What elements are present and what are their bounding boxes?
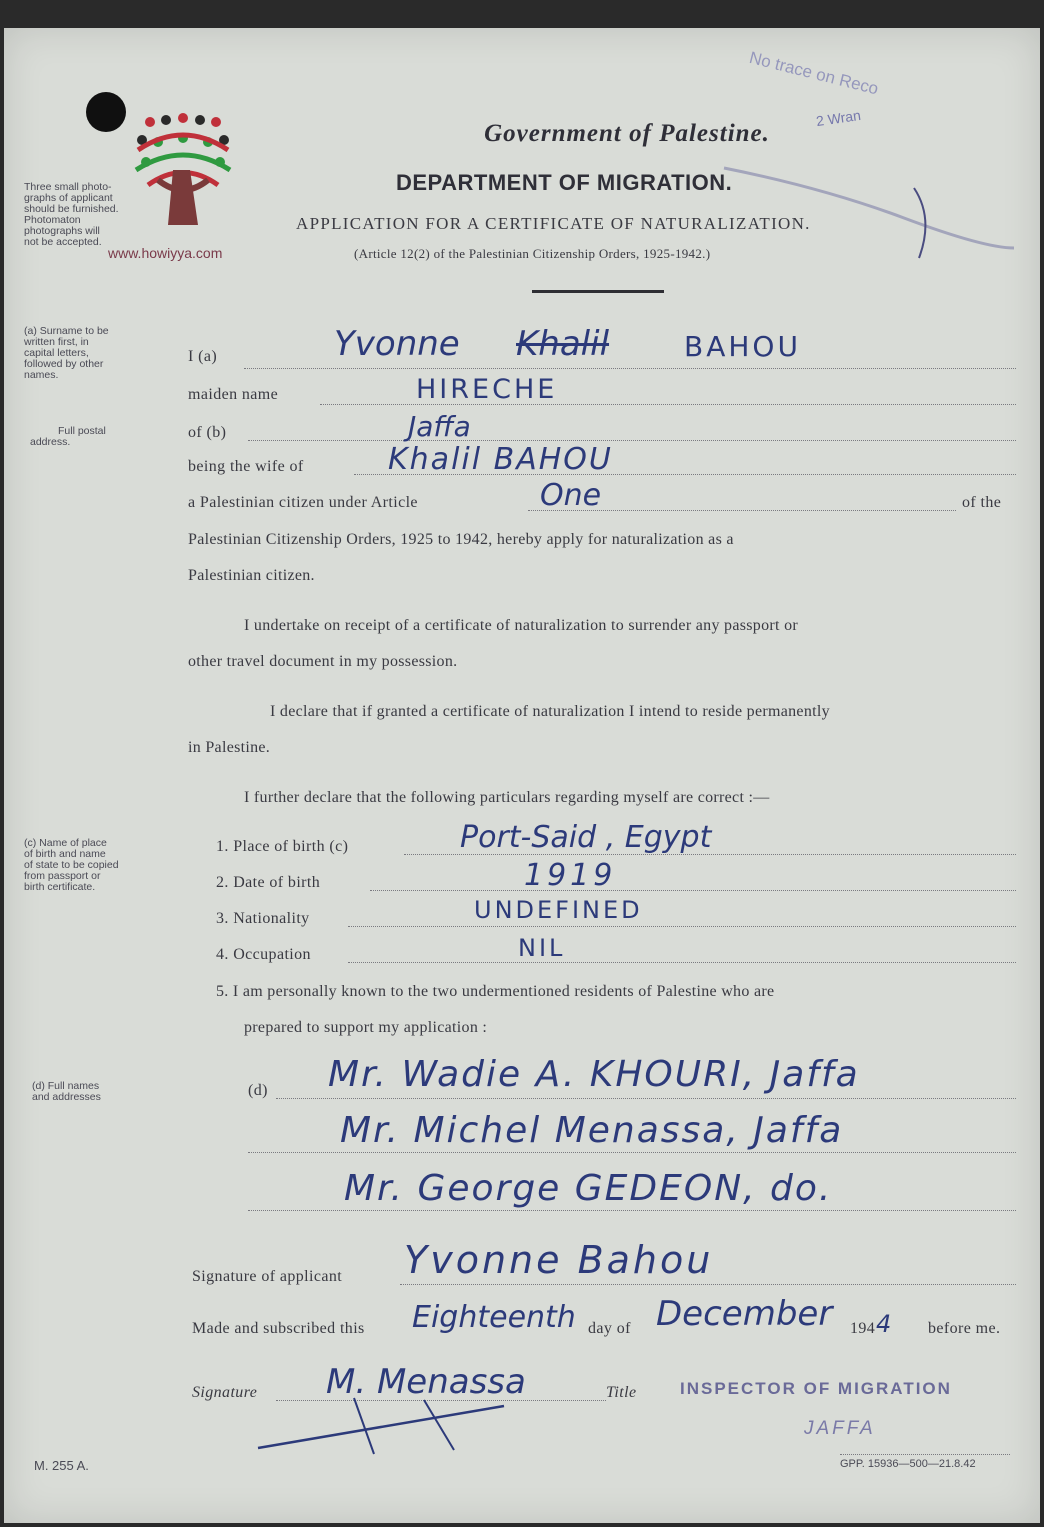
title-label: Title bbox=[606, 1384, 637, 1401]
signature-flourish bbox=[254, 1388, 514, 1458]
form-number: M. 255 A. bbox=[34, 1458, 89, 1473]
birth-date-value: 1919 bbox=[524, 858, 617, 893]
maiden-name-label: maiden name bbox=[188, 386, 279, 403]
struck-name: Khalil bbox=[516, 324, 610, 364]
made-subscribed-label: Made and subscribed this bbox=[192, 1320, 365, 1337]
applicant-signature-label: Signature of applicant bbox=[192, 1268, 343, 1285]
year-prefix: 194 bbox=[850, 1320, 876, 1337]
reference-3: Mr. George GEDEON, do. bbox=[344, 1168, 833, 1209]
paragraph-further: I further declare that the following particulars regarding myself are correct :— bbox=[244, 789, 770, 806]
pen-scribble bbox=[704, 128, 1024, 278]
of-the-label: of the bbox=[962, 494, 1002, 511]
header-rule bbox=[532, 290, 664, 293]
margin-note-surname: (a) Surname to be written first, in capital letters, followed by other names. bbox=[24, 325, 109, 381]
surname: BAHOU bbox=[684, 330, 801, 363]
nationality-value: UNDEFINED bbox=[474, 896, 643, 924]
print-reference: GPP. 15936—500—21.8.42 bbox=[840, 1458, 976, 1470]
birth-date-label: 2. Date of birth bbox=[216, 874, 321, 891]
occupation-value: NIL bbox=[518, 934, 566, 962]
margin-note-address: Full postal address. bbox=[30, 425, 106, 448]
occupation-label: 4. Occupation bbox=[216, 946, 311, 963]
birth-place-label: 1. Place of birth (c) bbox=[216, 838, 349, 855]
reference-line-2 bbox=[248, 1152, 1016, 1153]
article-reference: (Article 12(2) of the Palestinian Citizenship Orders, 1925-1942.) bbox=[354, 246, 711, 261]
official-signature: M. Menassa bbox=[326, 1362, 526, 1402]
margin-note-birth: (c) Name of place of birth and name of state to be copied from passport or birth certificate. bbox=[24, 837, 119, 893]
wife-of-label: being the wife of bbox=[188, 458, 304, 475]
jaffa-stamp: JAFFA bbox=[804, 1418, 876, 1439]
applicant-signature: Yvonne Bahou bbox=[404, 1238, 714, 1282]
year-suffix: 4 bbox=[876, 1310, 892, 1338]
known-residents-1: 5. I am personally known to the two undermentioned residents of Palestine who are bbox=[216, 983, 775, 1000]
subscribed-month: December bbox=[656, 1294, 833, 1334]
applicant-signature-line bbox=[400, 1284, 1016, 1285]
paragraph-undertake-2: other travel document in my possession. bbox=[188, 653, 458, 670]
address-line bbox=[248, 440, 1016, 441]
husband-name: Khalil BAHOU bbox=[388, 442, 613, 477]
known-residents-2: prepared to support my application : bbox=[244, 1019, 488, 1036]
paragraph-apply-1: Palestinian Citizenship Orders, 1925 to 1942, hereby apply for naturalization as a bbox=[188, 531, 734, 548]
occupation-line bbox=[348, 962, 1016, 963]
address-label: of (b) bbox=[188, 424, 227, 441]
subscribed-day: Eighteenth bbox=[412, 1300, 576, 1335]
margin-note-photos: Three small photo- graphs of applicant should be furnished. Photomaton photographs will not be accepted. bbox=[24, 181, 119, 248]
nationality-line bbox=[348, 926, 1016, 927]
given-name: Yvonne bbox=[334, 324, 460, 364]
article-value: One bbox=[540, 478, 602, 513]
government-title: Government of Palestine. bbox=[484, 120, 770, 147]
margin-note-names: (d) Full names and addresses bbox=[32, 1080, 101, 1103]
article-label: a Palestinian citizen under Article bbox=[188, 494, 418, 511]
references-label: (d) bbox=[248, 1082, 268, 1099]
address-value: Jaffa bbox=[408, 410, 471, 443]
birth-place-value: Port-Said , Egypt bbox=[460, 820, 712, 855]
paragraph-declare-1: I declare that if granted a certificate of naturalization I intend to reside permanently bbox=[270, 703, 830, 720]
nationality-label: 3. Nationality bbox=[216, 910, 310, 927]
reference-1: Mr. Wadie A. KHOURI, Jaffa bbox=[328, 1054, 860, 1095]
footer-rule bbox=[840, 1454, 1010, 1455]
reference-line-1 bbox=[276, 1098, 1016, 1099]
application-title: APPLICATION FOR A CERTIFICATE OF NATURALIZATION. bbox=[296, 214, 811, 233]
day-of-label: day of bbox=[588, 1320, 631, 1337]
name-line bbox=[244, 368, 1016, 369]
reference-line-3 bbox=[248, 1210, 1016, 1211]
document-page bbox=[4, 28, 1040, 1523]
inspector-stamp: INSPECTOR OF MIGRATION bbox=[680, 1379, 952, 1398]
stamp-initials: 2 Wran bbox=[815, 106, 862, 130]
before-me-label: before me. bbox=[928, 1320, 1001, 1337]
department-title: DEPARTMENT OF MIGRATION. bbox=[396, 170, 733, 195]
paragraph-undertake-1: I undertake on receipt of a certificate of naturalization to surrender any passport or bbox=[244, 617, 799, 634]
official-signature-label: Signature bbox=[192, 1384, 258, 1401]
stamp-no-trace: No trace on Reco bbox=[747, 48, 881, 99]
reference-2: Mr. Michel Menassa, Jaffa bbox=[340, 1110, 844, 1151]
paragraph-apply-2: Palestinian citizen. bbox=[188, 567, 315, 584]
birth-date-line bbox=[370, 890, 1016, 891]
name-label: I (a) bbox=[188, 348, 218, 365]
paragraph-declare-2: in Palestine. bbox=[188, 739, 271, 756]
watermark-url: www.howiyya.com bbox=[108, 245, 223, 261]
maiden-name: HIRECHE bbox=[416, 374, 558, 405]
